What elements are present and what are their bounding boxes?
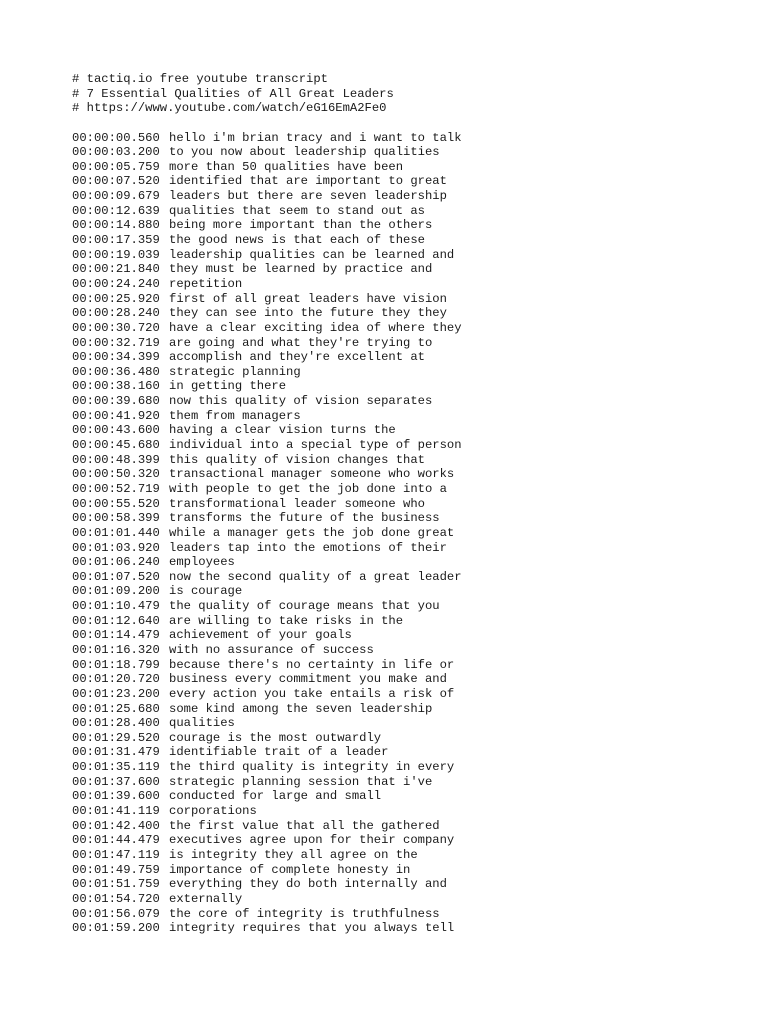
transcript-line bbox=[72, 497, 762, 512]
caption-text: conducted for large and small bbox=[169, 789, 382, 804]
timestamp: 00:01:37.600 bbox=[72, 774, 160, 789]
transcript-line bbox=[72, 819, 762, 834]
transcript-line bbox=[72, 658, 762, 673]
transcript-line bbox=[72, 438, 762, 453]
caption-text: while a manager gets the job done great bbox=[169, 525, 455, 540]
caption-text: transformational leader someone who bbox=[169, 496, 425, 511]
transcript-line bbox=[72, 848, 762, 863]
transcript-line bbox=[72, 453, 762, 468]
caption-text: strategic planning bbox=[169, 364, 301, 379]
caption-text: corporations bbox=[169, 804, 257, 819]
transcript-line bbox=[72, 716, 762, 731]
transcript-line bbox=[72, 702, 762, 717]
transcript-line bbox=[72, 218, 762, 233]
caption-text: leaders tap into the emotions of their bbox=[169, 540, 447, 555]
timestamp: 00:01:56.079 bbox=[72, 906, 160, 921]
transcript-line bbox=[72, 584, 762, 599]
timestamp: 00:00:12.639 bbox=[72, 203, 160, 218]
caption-text: the core of integrity is truthfulness bbox=[169, 906, 440, 921]
transcript-line bbox=[72, 526, 762, 541]
transcript-line bbox=[72, 511, 762, 526]
timestamp: 00:00:50.320 bbox=[72, 467, 160, 482]
caption-text: the quality of courage means that you bbox=[169, 599, 440, 614]
caption-text: individual into a special type of person bbox=[169, 438, 462, 453]
timestamp: 00:00:45.680 bbox=[72, 438, 160, 453]
transcript-line bbox=[72, 145, 762, 160]
transcript-line bbox=[72, 877, 762, 892]
timestamp: 00:00:55.520 bbox=[72, 496, 160, 511]
caption-text: everything they do both internally and bbox=[169, 877, 447, 892]
caption-text: the good news is that each of these bbox=[169, 233, 425, 248]
timestamp: 00:01:59.200 bbox=[72, 921, 160, 936]
caption-text: because there's no certainty in life or bbox=[169, 657, 455, 672]
transcript-line bbox=[72, 570, 762, 585]
timestamp: 00:01:51.759 bbox=[72, 877, 160, 892]
timestamp: 00:00:52.719 bbox=[72, 481, 160, 496]
header-title-line: # 7 Essential Qualities of All Great Leaders bbox=[72, 86, 394, 101]
caption-text: with people to get the job done into a bbox=[169, 481, 447, 496]
timestamp: 00:01:25.680 bbox=[72, 701, 160, 716]
caption-text: are going and what they're trying to bbox=[169, 335, 433, 350]
transcript-line bbox=[72, 907, 762, 922]
timestamp: 00:01:03.920 bbox=[72, 540, 160, 555]
transcript-line bbox=[72, 775, 762, 790]
timestamp: 00:00:28.240 bbox=[72, 306, 160, 321]
caption-text: transforms the future of the business bbox=[169, 511, 440, 526]
timestamp: 00:00:19.039 bbox=[72, 247, 160, 262]
caption-text: courage is the most outwardly bbox=[169, 730, 382, 745]
timestamp: 00:01:35.119 bbox=[72, 760, 160, 775]
transcript-line bbox=[72, 921, 762, 936]
timestamp: 00:00:34.399 bbox=[72, 350, 160, 365]
transcript-line bbox=[72, 160, 762, 175]
transcript-line bbox=[72, 863, 762, 878]
caption-text: strategic planning session that i've bbox=[169, 774, 433, 789]
timestamp: 00:00:03.200 bbox=[72, 145, 160, 160]
caption-text: being more important than the others bbox=[169, 218, 433, 233]
timestamp: 00:00:17.359 bbox=[72, 233, 160, 248]
transcript-line bbox=[72, 336, 762, 351]
timestamp: 00:01:07.520 bbox=[72, 569, 160, 584]
transcript-line bbox=[72, 555, 762, 570]
transcript-lines bbox=[72, 131, 762, 936]
header-source-line: # tactiq.io free youtube transcript bbox=[72, 72, 328, 86]
timestamp: 00:00:30.720 bbox=[72, 320, 160, 335]
timestamp: 00:00:38.160 bbox=[72, 379, 160, 394]
transcript-line bbox=[72, 394, 762, 409]
caption-text: identified that are important to great bbox=[169, 174, 447, 189]
transcript-line bbox=[72, 233, 762, 248]
header-url-line: # https://www.youtube.com/watch/eG16EmA2Fe0 bbox=[72, 101, 387, 116]
transcript-line bbox=[72, 321, 762, 336]
caption-text: with no assurance of success bbox=[169, 642, 374, 657]
caption-text: qualities that seem to stand out as bbox=[169, 203, 425, 218]
caption-text: some kind among the seven leadership bbox=[169, 701, 433, 716]
timestamp: 00:01:20.720 bbox=[72, 672, 160, 687]
timestamp: 00:01:42.400 bbox=[72, 818, 160, 833]
caption-text: repetition bbox=[169, 276, 243, 291]
transcript-line bbox=[72, 804, 762, 819]
transcript-line bbox=[72, 277, 762, 292]
transcript-line bbox=[72, 628, 762, 643]
caption-text: is integrity they all agree on the bbox=[169, 847, 418, 862]
caption-text: are willing to take risks in the bbox=[169, 613, 404, 628]
transcript-line bbox=[72, 760, 762, 775]
transcript-line bbox=[72, 541, 762, 556]
transcript-line bbox=[72, 292, 762, 307]
caption-text: accomplish and they're excellent at bbox=[169, 350, 425, 365]
transcript-line bbox=[72, 745, 762, 760]
transcript-line bbox=[72, 833, 762, 848]
caption-text: identifiable trait of a leader bbox=[169, 745, 389, 760]
timestamp: 00:01:44.479 bbox=[72, 833, 160, 848]
caption-text: hello i'm brian tracy and i want to talk bbox=[169, 130, 462, 145]
transcript-line bbox=[72, 482, 762, 497]
caption-text: now the second quality of a great leader bbox=[169, 569, 462, 584]
caption-text: the third quality is integrity in every bbox=[169, 760, 455, 775]
transcript-line bbox=[72, 672, 762, 687]
timestamp: 00:00:41.920 bbox=[72, 408, 160, 423]
timestamp: 00:00:14.880 bbox=[72, 218, 160, 233]
timestamp: 00:01:23.200 bbox=[72, 686, 160, 701]
transcript-line bbox=[72, 306, 762, 321]
timestamp: 00:01:16.320 bbox=[72, 642, 160, 657]
transcript-line bbox=[72, 423, 762, 438]
timestamp: 00:00:09.679 bbox=[72, 189, 160, 204]
timestamp: 00:01:54.720 bbox=[72, 891, 160, 906]
caption-text: qualities bbox=[169, 716, 235, 731]
timestamp: 00:01:47.119 bbox=[72, 847, 160, 862]
caption-text: first of all great leaders have vision bbox=[169, 291, 447, 306]
caption-text: importance of complete honesty in bbox=[169, 862, 411, 877]
caption-text: they must be learned by practice and bbox=[169, 262, 433, 277]
transcript-line bbox=[72, 409, 762, 424]
header-spacer bbox=[72, 116, 762, 131]
caption-text: have a clear exciting idea of where they bbox=[169, 320, 462, 335]
timestamp: 00:00:07.520 bbox=[72, 174, 160, 189]
caption-text: transactional manager someone who works bbox=[169, 467, 455, 482]
timestamp: 00:00:36.480 bbox=[72, 364, 160, 379]
timestamp: 00:01:31.479 bbox=[72, 745, 160, 760]
caption-text: leaders but there are seven leadership bbox=[169, 189, 447, 204]
timestamp: 00:00:00.560 bbox=[72, 130, 160, 145]
caption-text: having a clear vision turns the bbox=[169, 423, 396, 438]
transcript-line bbox=[72, 614, 762, 629]
transcript-line bbox=[72, 731, 762, 746]
timestamp: 00:01:09.200 bbox=[72, 584, 160, 599]
transcript-line bbox=[72, 131, 762, 146]
transcript-line bbox=[72, 350, 762, 365]
transcript-line bbox=[72, 262, 762, 277]
caption-text: the first value that all the gathered bbox=[169, 818, 440, 833]
transcript-line bbox=[72, 248, 762, 263]
caption-text: more than 50 qualities have been bbox=[169, 159, 404, 174]
caption-text: business every commitment you make and bbox=[169, 672, 447, 687]
caption-text: in getting there bbox=[169, 379, 287, 394]
timestamp: 00:00:32.719 bbox=[72, 335, 160, 350]
timestamp: 00:01:41.119 bbox=[72, 804, 160, 819]
timestamp: 00:00:48.399 bbox=[72, 452, 160, 467]
timestamp: 00:01:01.440 bbox=[72, 525, 160, 540]
timestamp: 00:01:39.600 bbox=[72, 789, 160, 804]
transcript-line bbox=[72, 467, 762, 482]
timestamp: 00:01:49.759 bbox=[72, 862, 160, 877]
timestamp: 00:00:25.920 bbox=[72, 291, 160, 306]
timestamp: 00:01:12.640 bbox=[72, 613, 160, 628]
transcript-line bbox=[72, 204, 762, 219]
caption-text: leadership qualities can be learned and bbox=[169, 247, 455, 262]
timestamp: 00:01:10.479 bbox=[72, 599, 160, 614]
caption-text: externally bbox=[169, 891, 243, 906]
timestamp: 00:00:43.600 bbox=[72, 423, 160, 438]
caption-text: they can see into the future they they bbox=[169, 306, 447, 321]
timestamp: 00:01:28.400 bbox=[72, 716, 160, 731]
caption-text: employees bbox=[169, 555, 235, 570]
transcript-line bbox=[72, 789, 762, 804]
caption-text: executives agree upon for their company bbox=[169, 833, 455, 848]
transcript-line bbox=[72, 599, 762, 614]
transcript-line bbox=[72, 687, 762, 702]
transcript-line bbox=[72, 379, 762, 394]
transcript-line bbox=[72, 365, 762, 380]
transcript-document bbox=[72, 72, 762, 936]
timestamp: 00:00:05.759 bbox=[72, 159, 160, 174]
timestamp: 00:01:18.799 bbox=[72, 657, 160, 672]
caption-text: is courage bbox=[169, 584, 243, 599]
caption-text: them from managers bbox=[169, 408, 301, 423]
caption-text: now this quality of vision separates bbox=[169, 394, 433, 409]
transcript-line bbox=[72, 174, 762, 189]
timestamp: 00:01:29.520 bbox=[72, 730, 160, 745]
transcript-line bbox=[72, 892, 762, 907]
caption-text: achievement of your goals bbox=[169, 628, 352, 643]
timestamp: 00:00:21.840 bbox=[72, 262, 160, 277]
transcript-line bbox=[72, 189, 762, 204]
timestamp: 00:01:14.479 bbox=[72, 628, 160, 643]
caption-text: this quality of vision changes that bbox=[169, 452, 425, 467]
timestamp: 00:00:58.399 bbox=[72, 511, 160, 526]
timestamp: 00:00:24.240 bbox=[72, 276, 160, 291]
caption-text: to you now about leadership qualities bbox=[169, 145, 440, 160]
timestamp: 00:01:06.240 bbox=[72, 555, 160, 570]
caption-text: integrity requires that you always tell bbox=[169, 921, 455, 936]
transcript-line bbox=[72, 643, 762, 658]
timestamp: 00:00:39.680 bbox=[72, 394, 160, 409]
caption-text: every action you take entails a risk of bbox=[169, 686, 455, 701]
